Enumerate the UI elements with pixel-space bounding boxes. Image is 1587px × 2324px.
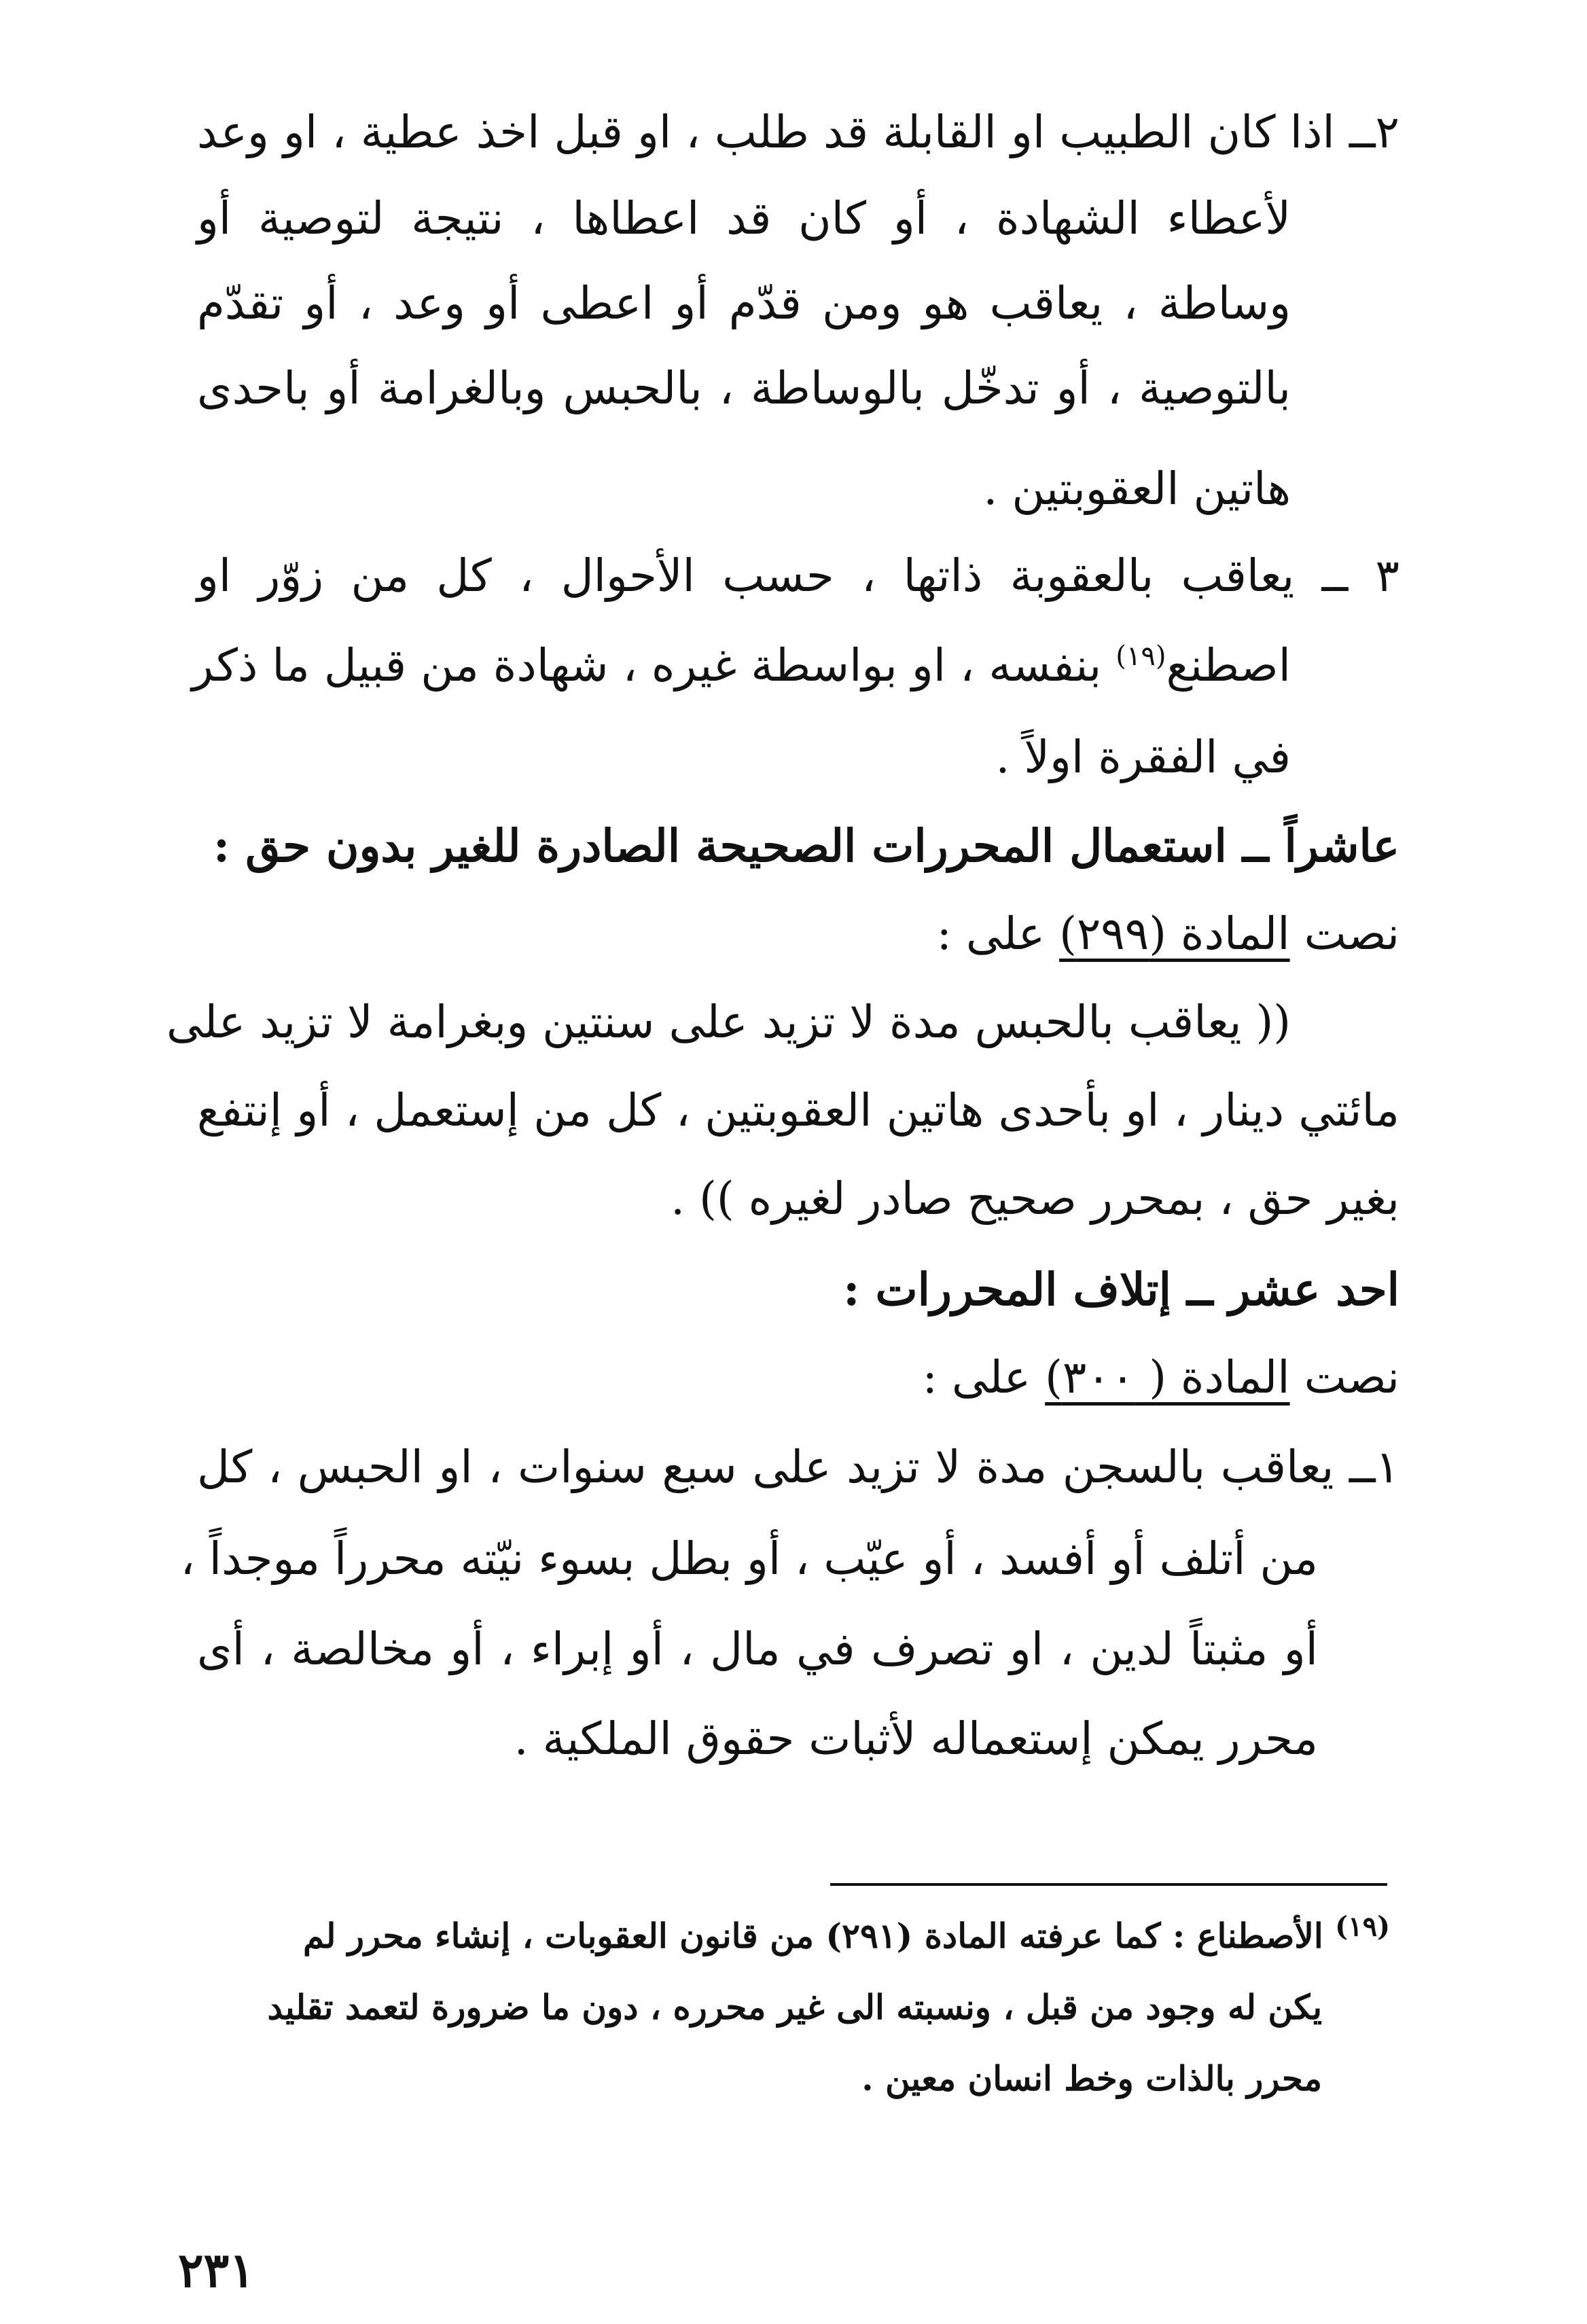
article-299-intro-prefix: نصت [1289,908,1399,960]
page-number: ٢٣١ [178,2242,255,2298]
article-300-intro [679,1347,1399,1408]
paragraph-3-line-2 [192,635,1291,696]
article-299-reference: المادة (٢٩٩) [1059,908,1290,960]
article-299-line-1: (( يعاقب بالحبس مدة لا تزيد على سنتين وبغرامة لا تزيد على [166,996,1291,1048]
paragraph-2-line-5: هاتين العقوبتين . [983,463,1291,515]
article-299-line-2: مائتي دينار ، او بأحدى هاتين العقوبتين ، كل من إستعمل ، أو إنتفع [197,1084,1399,1137]
paragraph-3-line-2-text-a: اصطنع [1166,639,1291,692]
article-300-reference: المادة ( ٣٠٠) [1045,1351,1290,1404]
footnote-line-1 [303,1912,1390,1960]
article-300-intro-prefix: نصت [1289,1351,1399,1404]
article-299-intro-suffix: على : [936,908,1060,960]
footnote-marker: (١٩) [1335,1910,1390,1943]
footnote-separator [830,1883,1387,1886]
section-heading-11: احد عشر ــ إتلاف المحررات : [843,1263,1399,1316]
paragraph-2-line-1: ٢ــ اذا كان الطبيب او القابلة قد طلب ، او قبل اخذ عطية ، او وعد [197,106,1399,158]
article-300-line-2: من أتلف أو أفسد ، أو عيّب ، أو بطل بسوء نيّته محرراً موجداً ، [180,1533,1318,1585]
paragraph-2-line-2: لأعطاء الشهادة ، أو كان قد اعطاها ، نتيجة لتوصية أو [197,192,1291,245]
footnote-line-2: يكن له وجود من قبل ، ونسبته الى غير محرره ، دون ما ضرورة لتعمد تقليد [267,1987,1322,2027]
paragraph-3-line-2-text-b: بنفسه ، او بواسطة غيره ، شهادة من قبيل ما ذكر [192,639,1116,692]
paragraph-3-line-1: ٣ ــ يعاقب بالعقوبة ذاتها ، حسب الأحوال ، كل من زوّر او [197,550,1399,602]
paragraph-3-line-3: في الفقرة اولاً . [995,731,1291,783]
article-300-line-3: أو مثبتاً لدين ، او تصرف في مال ، أو إبراء ، أو مخالصة ، أى [197,1623,1318,1675]
paragraph-2-line-4: بالتوصية ، أو تدخّل بالوساطة ، بالحبس وبالغرامة أو باحدى [197,362,1291,414]
article-299-intro [679,904,1399,965]
paragraph-2-line-3: وساطة ، يعاقب هو ومن قدّم أو اعطى أو وعد ، أو تقدّم [197,277,1291,329]
article-300-line-1: ١ــ يعاقب بالسجن مدة لا تزيد على سبع سنوات ، او الحبس ، كل [197,1441,1399,1493]
section-heading-10: عاشراً ــ استعمال المحررات الصحيحة الصادرة للغير بدون حق : [213,819,1399,872]
article-300-line-4: محرر يمكن إستعماله لأثبات حقوق الملكية . [514,1713,1318,1765]
footnote-ref-19: (١٩) [1116,641,1166,672]
footnote-line-1-text: الأصطناع : كما عرفته المادة (٢٩١) من قانون العقوبات ، إنشاء محرر لم [302,1916,1336,1956]
footnote-line-3: محرر بالذات وخط انسان معين . [861,2058,1322,2098]
article-300-intro-suffix: على : [922,1351,1046,1404]
article-299-line-3: بغير حق ، بمحرر صحيح صادر لغيره )) . [671,1173,1399,1225]
